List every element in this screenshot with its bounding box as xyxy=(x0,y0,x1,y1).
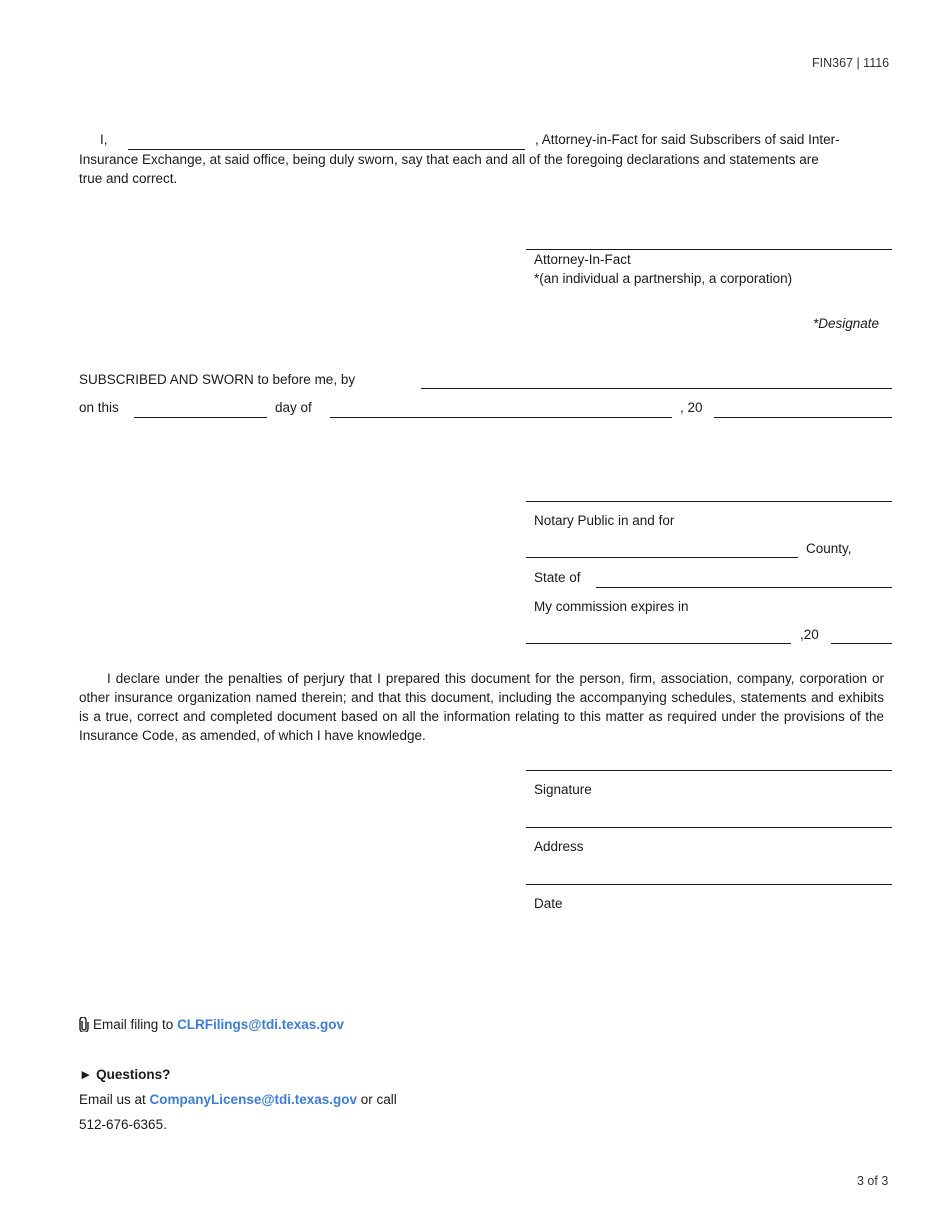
signature-field[interactable] xyxy=(526,770,892,771)
designate-note: *Designate xyxy=(813,316,880,331)
oath-line2: Insurance Exchange, at said office, being duly sworn, say that each and all of the foregoing declarations and statements are xyxy=(79,152,819,167)
commission-year-prefix: ,20 xyxy=(800,627,819,642)
commission-date-field[interactable] xyxy=(526,643,791,644)
attorney-subtitle: *(an individual a partnership, a corporation) xyxy=(534,271,793,286)
address-field[interactable] xyxy=(526,827,892,828)
form-id: FIN367 | 1116 xyxy=(812,56,890,70)
questions-heading: ► Questions? xyxy=(79,1067,171,1082)
signature-label: Signature xyxy=(534,782,592,797)
sworn-year-field[interactable] xyxy=(714,417,892,418)
oath-prefix: I, xyxy=(100,132,108,147)
paperclip-icon xyxy=(79,1017,89,1035)
state-label: State of xyxy=(534,570,581,585)
on-this-label: on this xyxy=(79,400,119,415)
or-call-label: or call xyxy=(360,1092,397,1107)
email-filing-link[interactable]: CLRFilings@tdi.texas.gov xyxy=(177,1017,344,1032)
state-field[interactable] xyxy=(596,587,892,588)
notary-label: Notary Public in and for xyxy=(534,513,675,528)
county-field[interactable] xyxy=(526,557,798,558)
day-field[interactable] xyxy=(134,417,267,418)
address-label: Address xyxy=(534,839,584,854)
month-field[interactable] xyxy=(330,417,672,418)
attorney-signature-field[interactable] xyxy=(526,249,892,250)
page-number: 3 of 3 xyxy=(857,1174,889,1188)
attorney-name-field[interactable] xyxy=(128,149,525,150)
sworn-year-prefix: , 20 xyxy=(680,400,703,415)
subscribed-label: SUBSCRIBED AND SWORN to before me, by xyxy=(79,372,356,387)
email-filing-label: Email filing to xyxy=(93,1017,174,1032)
sworn-by-field[interactable] xyxy=(421,388,892,389)
notary-signature-field[interactable] xyxy=(526,501,892,502)
oath-line3: true and correct. xyxy=(79,171,178,186)
date-label: Date xyxy=(534,896,563,911)
day-of-label: day of xyxy=(275,400,312,415)
email-us-label: Email us at xyxy=(79,1092,146,1107)
commission-label: My commission expires in xyxy=(534,599,689,614)
attorney-title: Attorney-In-Fact xyxy=(534,252,631,267)
oath-line1-suffix: , Attorney-in-Fact for said Subscribers of said Inter- xyxy=(535,132,840,147)
commission-year-field[interactable] xyxy=(831,643,892,644)
email-us-link[interactable]: CompanyLicense@tdi.texas.gov xyxy=(149,1092,358,1107)
date-field[interactable] xyxy=(526,884,892,885)
county-label: County, xyxy=(806,541,852,556)
email-filing-row xyxy=(79,1017,344,1035)
declaration-text: I declare under the penalties of perjury that I prepared this document for the person, firm, association, company, corporation or other insurance organization named therein; and that this document, including the accompanying schedules, statements and exhibits is a true, correct and completed document based on all the information relating to this matter as required under the provisions of the Insurance Code, as amended, of which I have knowledge. xyxy=(79,671,884,743)
email-us-row xyxy=(79,1092,397,1107)
phone-number: 512-676-6365. xyxy=(79,1117,167,1132)
